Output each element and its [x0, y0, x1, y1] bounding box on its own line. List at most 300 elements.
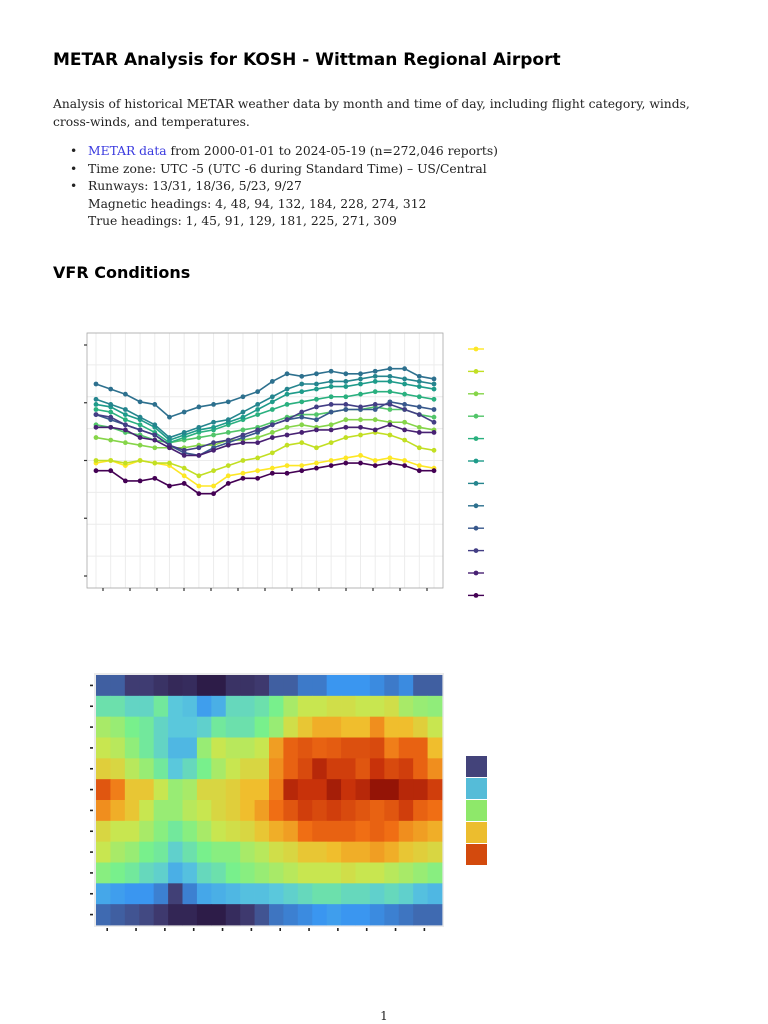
data-point [211, 420, 216, 425]
heatmap-cell [197, 738, 212, 759]
vfr-heatmap-chart [70, 665, 500, 935]
data-point [358, 405, 363, 410]
heatmap-cell [211, 675, 226, 696]
data-point [388, 461, 393, 466]
heatmap-cell [211, 863, 226, 884]
data-point [343, 402, 348, 407]
data-point [94, 407, 99, 412]
data-point [138, 458, 143, 463]
data-point [270, 399, 275, 404]
legend-key [468, 414, 484, 419]
data-point [432, 397, 437, 402]
heatmap-cell [384, 738, 399, 759]
heatmap-cell [211, 800, 226, 821]
heatmap-cell [240, 800, 255, 821]
heatmap-cell [269, 717, 284, 738]
heatmap-cell [183, 842, 198, 863]
heatmap-cell [96, 904, 111, 925]
heatmap-cell [125, 883, 140, 904]
data-point [270, 471, 275, 476]
data-point [255, 407, 260, 412]
heatmap-cell [356, 717, 371, 738]
heatmap-cell [327, 883, 342, 904]
heatmap-cell [384, 863, 399, 884]
heatmap-cell [356, 842, 371, 863]
heatmap-cell [356, 738, 371, 759]
data-point [432, 407, 437, 412]
heatmap-cell [356, 883, 371, 904]
data-point [241, 415, 246, 420]
heatmap-cell [312, 863, 327, 884]
heatmap-cell [183, 883, 198, 904]
data-point [167, 461, 172, 466]
data-point [285, 463, 290, 468]
heatmap-cell [283, 842, 298, 863]
data-point [285, 371, 290, 376]
heatmap-cell [240, 863, 255, 884]
heatmap-cell [341, 696, 356, 717]
legend-key-point [474, 571, 479, 576]
data-point [402, 377, 407, 382]
heatmap-cell [226, 904, 241, 925]
heatmap-cell [413, 863, 428, 884]
heatmap-cell [269, 883, 284, 904]
heatmap-cell [168, 696, 183, 717]
heatmap-cell [154, 904, 169, 925]
heatmap-cell [428, 883, 443, 904]
heatmap-cell [197, 696, 212, 717]
data-point [417, 430, 422, 435]
heatmap-cell [298, 800, 313, 821]
heatmap-cell [154, 800, 169, 821]
heatmap-cell [226, 883, 241, 904]
data-point [417, 445, 422, 450]
heatmap-cell [399, 863, 414, 884]
heatmap-cell [110, 883, 125, 904]
heatmap-cell [168, 717, 183, 738]
heatmap-cell [269, 800, 284, 821]
page-title: METAR Analysis for KOSH - Wittman Regional Airport [53, 50, 561, 70]
heatmap-cell [384, 758, 399, 779]
heatmap-cell [110, 800, 125, 821]
data-point [138, 428, 143, 433]
heatmap-cell [428, 800, 443, 821]
legend-key [468, 526, 484, 531]
data-point [255, 389, 260, 394]
heatmap-cell [240, 821, 255, 842]
data-point [432, 420, 437, 425]
heatmap-cell [370, 800, 385, 821]
data-point [152, 422, 157, 427]
heatmap-cell [211, 779, 226, 800]
data-point [417, 379, 422, 384]
heatmap-cell [312, 883, 327, 904]
data-point [94, 412, 99, 417]
heatmap-cell [154, 863, 169, 884]
data-point [241, 428, 246, 433]
heatmap-cell [183, 675, 198, 696]
heatmap-cell [312, 842, 327, 863]
heatmap-cell [298, 675, 313, 696]
data-point [196, 484, 201, 489]
data-point [358, 425, 363, 430]
data-point [108, 438, 113, 443]
data-point [417, 412, 422, 417]
data-point [432, 377, 437, 382]
data-point [241, 410, 246, 415]
heatmap-cell [413, 758, 428, 779]
data-point [152, 402, 157, 407]
heatmap-cell [384, 904, 399, 925]
heatmap-cell [183, 738, 198, 759]
data-point [94, 402, 99, 407]
heatmap-cell [255, 696, 270, 717]
heatmap-cell [240, 883, 255, 904]
heatmap-cell [96, 883, 111, 904]
data-point [373, 369, 378, 374]
data-point [314, 405, 319, 410]
heatmap-cell [168, 738, 183, 759]
legend-key [468, 571, 484, 576]
data-point [108, 415, 113, 420]
data-point [402, 392, 407, 397]
heatmap-cell [183, 904, 198, 925]
data-point [314, 428, 319, 433]
heatmap-cell [139, 904, 154, 925]
heatmap-cell [341, 821, 356, 842]
metar-range-text: from 2000-01-01 to 2024-05-19 (n=272,046 reports) [166, 144, 498, 158]
legend-key-point [474, 481, 479, 486]
heatmap-cell [269, 675, 284, 696]
data-point [329, 369, 334, 374]
page-number: 1 [380, 1009, 388, 1023]
data-point [432, 382, 437, 387]
heatmap-cell [197, 675, 212, 696]
data-point [270, 379, 275, 384]
magnetic-headings-text: Magnetic headings: 4, 48, 94, 132, 184, 228, 274, 312 [88, 196, 427, 211]
heatmap-cell [139, 758, 154, 779]
heatmap-cell [226, 842, 241, 863]
data-point [211, 440, 216, 445]
data-point [241, 458, 246, 463]
heatmap-cell [283, 800, 298, 821]
data-point [285, 425, 290, 430]
heatmap-cell [168, 904, 183, 925]
heatmap-cell [341, 779, 356, 800]
data-point [270, 422, 275, 427]
data-point [94, 382, 99, 387]
heatmap-cell [240, 717, 255, 738]
heatmap-cell [211, 842, 226, 863]
data-point [123, 412, 128, 417]
data-point [358, 371, 363, 376]
heatmap-cell [370, 821, 385, 842]
heatmap-cell [356, 779, 371, 800]
legend-key [468, 347, 484, 352]
data-point [285, 433, 290, 438]
heatmap-cell [399, 717, 414, 738]
heatmap-cell [341, 717, 356, 738]
heatmap-cell [327, 696, 342, 717]
data-point [285, 392, 290, 397]
heatmap-cell [428, 863, 443, 884]
heatmap-cell [183, 800, 198, 821]
heatmap-cell [399, 738, 414, 759]
heatmap-cell [356, 758, 371, 779]
heatmap-cell [154, 738, 169, 759]
heatmap-cell [110, 758, 125, 779]
data-point [402, 420, 407, 425]
heatmap-cell [327, 758, 342, 779]
heatmap-cell [197, 717, 212, 738]
heatmap-cell [255, 800, 270, 821]
data-point [329, 440, 334, 445]
data-point [152, 438, 157, 443]
heatmap-cell [356, 675, 371, 696]
data-point [417, 425, 422, 430]
heatmap-cell [168, 779, 183, 800]
legend-swatch [466, 844, 487, 865]
data-point [182, 473, 187, 478]
heatmap-cell [255, 863, 270, 884]
heatmap-cell [154, 717, 169, 738]
data-point [343, 394, 348, 399]
heatmap-cell [226, 863, 241, 884]
data-point [285, 417, 290, 422]
data-point [343, 384, 348, 389]
heatmap-cell [312, 717, 327, 738]
data-point [167, 484, 172, 489]
heatmap-cell [154, 696, 169, 717]
data-point [329, 410, 334, 415]
data-point [196, 453, 201, 458]
legend-key-point [474, 459, 479, 464]
heatmap-cell [211, 821, 226, 842]
heatmap-cell [269, 842, 284, 863]
data-point [167, 445, 172, 450]
heatmap-cell [125, 696, 140, 717]
heatmap-cell [384, 800, 399, 821]
timezone-text: Time zone: UTC -5 (UTC -6 during Standard Time) – US/Central [88, 161, 487, 176]
heatmap-cell [399, 758, 414, 779]
heatmap-cell [139, 738, 154, 759]
legend-key [468, 391, 484, 396]
data-point [373, 407, 378, 412]
heatmap-cell [399, 821, 414, 842]
data-point [358, 461, 363, 466]
data-point [329, 428, 334, 433]
heatmap-cell [255, 821, 270, 842]
heatmap-cell [312, 821, 327, 842]
data-point [94, 458, 99, 463]
legend-key-point [474, 526, 479, 531]
heatmap-cell [428, 821, 443, 842]
heatmap-cell [110, 779, 125, 800]
data-point [417, 374, 422, 379]
data-point [211, 425, 216, 430]
data-point [343, 456, 348, 461]
heatmap-cell [413, 738, 428, 759]
data-point [196, 435, 201, 440]
heatmap-cell [356, 904, 371, 925]
heatmap-cell [125, 842, 140, 863]
data-point [358, 453, 363, 458]
heatmap-cell [211, 904, 226, 925]
heatmap-cell [370, 675, 385, 696]
data-point [358, 417, 363, 422]
data-point [417, 468, 422, 473]
data-point [196, 405, 201, 410]
data-point [432, 468, 437, 473]
intro-paragraph: Analysis of historical METAR weather data by month and time of day, including flight category, winds, cross-winds, and temperatures. [53, 97, 690, 129]
heatmap-cell [283, 821, 298, 842]
heatmap-cell [341, 800, 356, 821]
data-point [417, 394, 422, 399]
heatmap-cell [341, 904, 356, 925]
heatmap-cell [125, 904, 140, 925]
data-point [314, 445, 319, 450]
data-point [402, 438, 407, 443]
data-point [167, 435, 172, 440]
data-point [402, 382, 407, 387]
data-point [138, 435, 143, 440]
heatmap-cell [211, 696, 226, 717]
heatmap-cell [327, 904, 342, 925]
data-point [299, 399, 304, 404]
heatmap-cell [139, 675, 154, 696]
data-point [299, 463, 304, 468]
data-point [123, 422, 128, 427]
data-point [241, 471, 246, 476]
heatmap-cell [183, 863, 198, 884]
runways-text: Runways: 13/31, 18/36, 5/23, 9/27 [88, 179, 302, 193]
data-point [123, 461, 128, 466]
data-point [123, 392, 128, 397]
data-point [255, 440, 260, 445]
heatmap-cell [96, 779, 111, 800]
heatmap-cell [312, 696, 327, 717]
heatmap-cell [269, 738, 284, 759]
heatmap-cell [327, 821, 342, 842]
list-item-runways [70, 178, 498, 231]
data-point [211, 491, 216, 496]
data-point [388, 379, 393, 384]
legend-key [468, 548, 484, 553]
heatmap-cell [269, 696, 284, 717]
data-point [182, 448, 187, 453]
legend-key [468, 503, 484, 508]
heatmap-cell [168, 758, 183, 779]
heatmap-cell [183, 821, 198, 842]
data-point [299, 440, 304, 445]
data-point [152, 445, 157, 450]
chart-legend [468, 347, 484, 598]
heatmap-cell [125, 863, 140, 884]
data-point [343, 379, 348, 384]
heatmap-cell [327, 842, 342, 863]
data-point [255, 435, 260, 440]
heatmap-cell [399, 904, 414, 925]
legend-swatch [466, 800, 487, 821]
heatmap-cell [125, 779, 140, 800]
data-point [417, 463, 422, 468]
heatmap-cell [240, 904, 255, 925]
heatmap-cell [428, 738, 443, 759]
heatmap-cell [96, 842, 111, 863]
data-point [358, 392, 363, 397]
data-point [182, 481, 187, 486]
heatmap-cell [413, 904, 428, 925]
data-point [358, 433, 363, 438]
data-point [402, 458, 407, 463]
metar-data-link[interactable]: METAR data [88, 144, 167, 158]
legend-swatch [466, 756, 487, 777]
heatmap-cell [413, 842, 428, 863]
heatmap-cell [154, 821, 169, 842]
heatmap-cell [283, 863, 298, 884]
data-point [388, 402, 393, 407]
data-point [196, 491, 201, 496]
data-point [211, 402, 216, 407]
heatmap-cell [154, 779, 169, 800]
heatmap-cell [370, 842, 385, 863]
data-point [285, 402, 290, 407]
heatmap-cell [226, 717, 241, 738]
data-point [417, 384, 422, 389]
heatmap-cell [298, 821, 313, 842]
data-point [182, 410, 187, 415]
data-point [226, 399, 231, 404]
heatmap-cell [327, 779, 342, 800]
data-point [270, 430, 275, 435]
heatmap-cell [356, 821, 371, 842]
data-point [388, 422, 393, 427]
heatmap-cell [370, 738, 385, 759]
data-point [402, 407, 407, 412]
heatmap-cell [183, 717, 198, 738]
heatmap-cell [327, 717, 342, 738]
heatmap-cell [110, 842, 125, 863]
heatmap-cell [384, 696, 399, 717]
heatmap-cell [226, 675, 241, 696]
data-point [152, 433, 157, 438]
data-point [211, 484, 216, 489]
data-point [343, 371, 348, 376]
heatmap-cell [110, 738, 125, 759]
data-point [432, 387, 437, 392]
data-point [226, 473, 231, 478]
heatmap-cell [125, 717, 140, 738]
heatmap-cell [255, 675, 270, 696]
heatmap-cell [226, 738, 241, 759]
data-point [388, 407, 393, 412]
heatmap-cell [399, 675, 414, 696]
data-point [314, 461, 319, 466]
data-point [138, 479, 143, 484]
data-point [299, 410, 304, 415]
data-point [152, 461, 157, 466]
heatmap-cell [312, 800, 327, 821]
heatmap-cell [327, 738, 342, 759]
data-point [299, 430, 304, 435]
heatmap-cell [298, 883, 313, 904]
data-point [388, 433, 393, 438]
heatmap-cell [269, 758, 284, 779]
legend-swatch [466, 822, 487, 843]
heatmap-cell [413, 717, 428, 738]
data-point [226, 438, 231, 443]
data-point [211, 433, 216, 438]
